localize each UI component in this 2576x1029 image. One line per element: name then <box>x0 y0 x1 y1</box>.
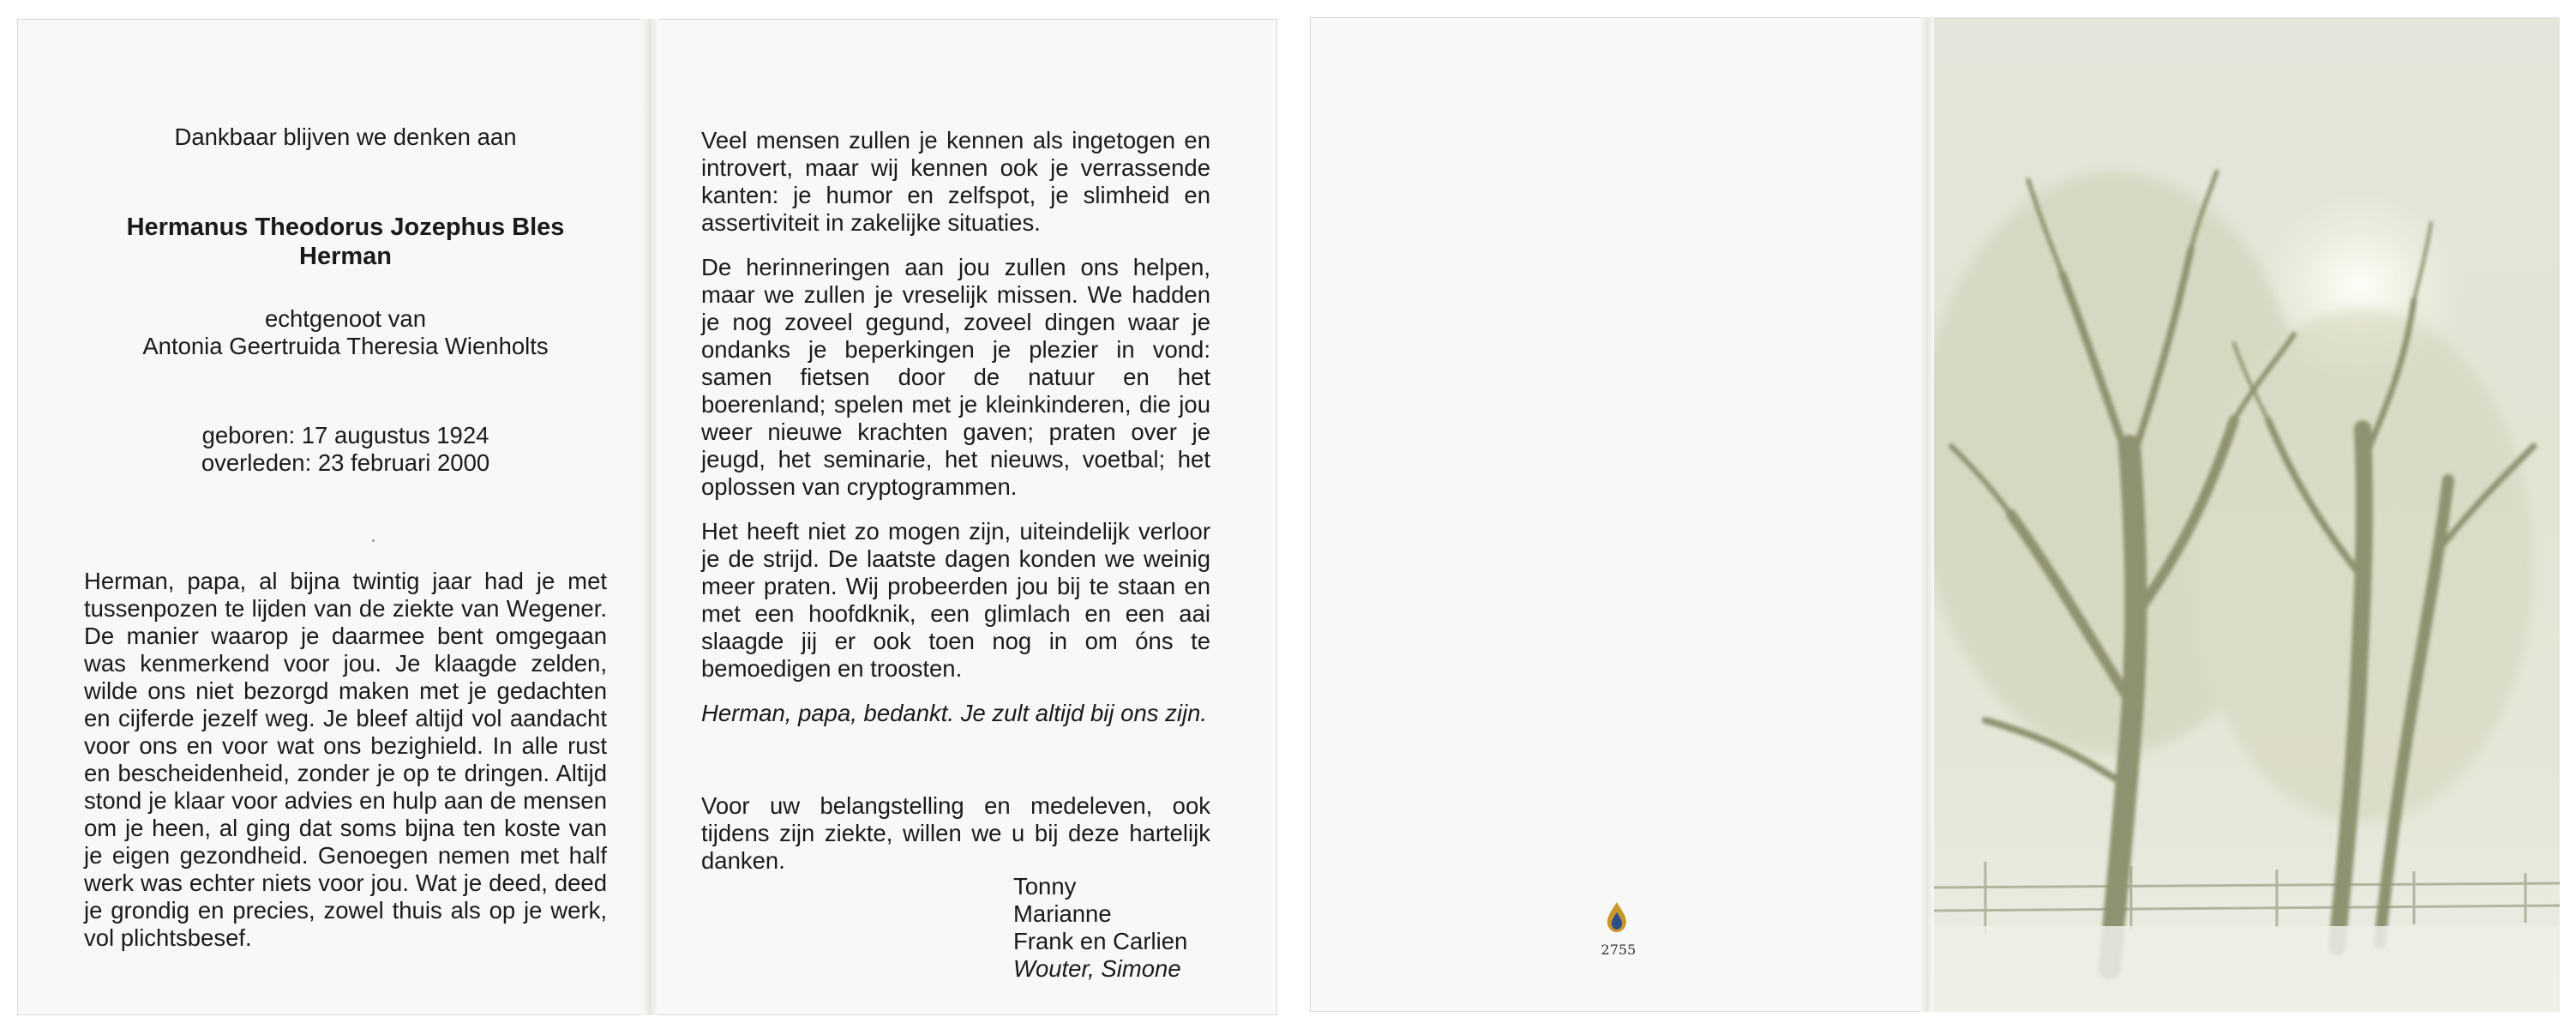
tribute-paragraph: De herinneringen aan jou zullen ons helpen, maar we zullen je vreselijk missen. We hadden je nog zoveel gegund, zoveel dingen waar je ondanks je beperkingen je plezier in vond: samen fietsen door de natuur en het boerenland; spelen met je kleinkinderen, die jou weer nieuwe krachten gaven; praten over je jeugd, het seminarie, het nieuws, voetbal; het oplossen van cryptogrammen. <box>701 254 1210 500</box>
card-fold <box>1920 17 1934 1012</box>
farewell-line: Herman, papa, bedankt. Je zult altijd bij ons zijn. <box>701 700 1208 726</box>
intro-text: Dankbaar blijven we denken aan <box>174 123 517 150</box>
signer-name: Frank en Carlien <box>1013 928 1188 954</box>
tribute-paragraph: Veel mensen zullen je kennen als ingetogen en introvert, maar wij kennen ook je verrassende kanten: je humor en zelfspot, je slimheid en assertiviteit in zakelijke situaties. <box>701 127 1210 236</box>
snow-ground <box>1934 926 2560 1012</box>
memorial-card-inside <box>17 19 1277 1015</box>
card-number: 2755 <box>1600 942 1636 958</box>
memorial-card-outside <box>1310 17 2560 1012</box>
trees-illustration <box>1934 17 2560 1012</box>
birth-date: geboren: 17 augustus 1924 <box>201 422 489 448</box>
signer-name: Wouter, Simone <box>1013 955 1181 982</box>
deceased-name <box>84 213 607 271</box>
spouse-label: echtgenoot van <box>264 305 427 332</box>
death-date: overleden: 23 februari 2000 <box>201 449 490 476</box>
biography-text: Herman, papa, al bijna twintig jaar had je met tussenpozen te lijden van de ziekte van Wegener. De manier waarop je daarmee bent omgegaan was kenmerkend voor jou. Je klaagde zelden, wilde ons niet bezorgd maken met je gedachten en cijferde jezelf weg. Je bleef altijd vol aandacht voor ons en voor wat ons bezighield. In alle rust en bescheidenheid, zonder je op te dringen. Altijd stond je klaar voor advies en hulp aan de mensen om je heen, al ging dat soms bijna ten koste van je eigen gezondheid. Genoegen nemen met half werk was echter niets voor jou. Wat je deed, deed je grondig en precies, zowel thuis als op je werk, vol plichtsbesef. <box>84 568 607 951</box>
spouse-name: Antonia Geertruida Theresia Wienholts <box>142 333 549 359</box>
fence <box>1934 862 2560 935</box>
tribute-body <box>701 127 1210 744</box>
signers-list <box>1013 873 1236 983</box>
publisher-logo-icon <box>1604 900 1630 935</box>
tribute-paragraph: Het heeft niet zo mogen zijn, uiteindelijk verloor je de strijd. De laatste dagen konden we weinig meer praten. Wij probeerden jou bij te staan en met een hoofdknik, een glimlach en een aai slaagde jij er ook toen nog in om óns te bemoedigen en troosten. <box>701 518 1210 682</box>
dates-block <box>84 422 607 477</box>
call-name: Herman <box>299 243 392 270</box>
foggy-trees-photo <box>1934 17 2560 1012</box>
paper-speck <box>372 539 375 542</box>
signer-name: Tonny <box>1013 873 1077 900</box>
full-name: Hermanus Theodorus Jozephus Bles <box>126 214 565 241</box>
card-fold <box>641 19 658 1015</box>
signer-name: Marianne <box>1013 900 1112 927</box>
spouse-block <box>84 305 607 360</box>
thanks-text: Voor uw belangstelling en medeleven, ook tijdens zijn ziekte, willen we u bij deze hartelijk danken. <box>701 792 1210 874</box>
